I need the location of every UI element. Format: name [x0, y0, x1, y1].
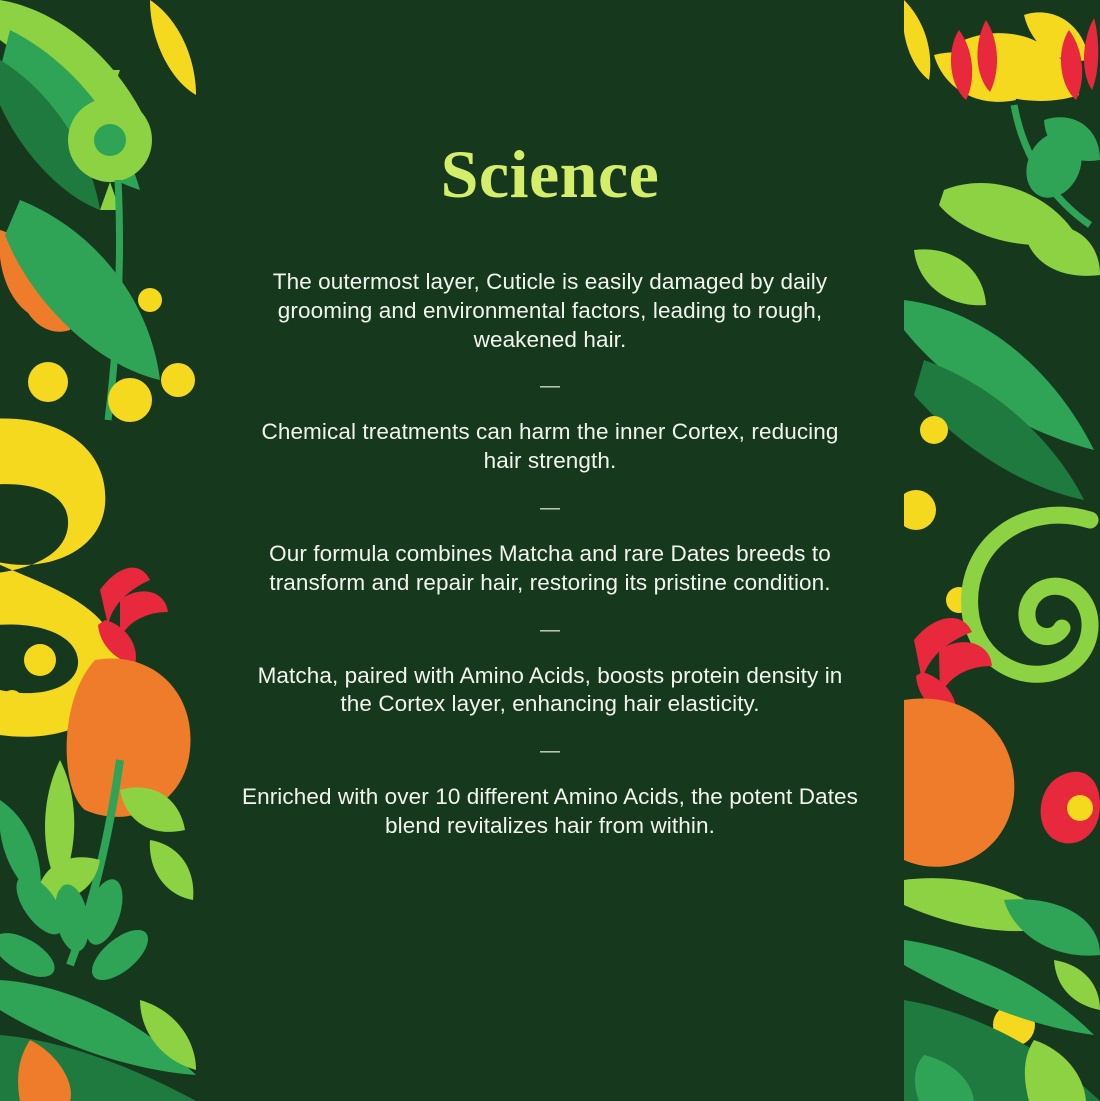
- paragraph-amino-acids: Enriched with over 10 different Amino Acids, the potent Dates blend revitalizes hair from within.: [241, 784, 859, 838]
- paragraph-matcha: Matcha, paired with Amino Acids, boosts protein density in the Cortex layer, enhancing hair elasticity.: [257, 662, 843, 717]
- paragraph-cortex: Chemical treatments can harm the inner Cortex, reducing hair strength.: [261, 419, 839, 474]
- floral-pattern-left: [0, 0, 196, 1101]
- divider-2: —: [540, 496, 560, 519]
- paragraph-list: [230, 268, 870, 841]
- paragraph-formula: Our formula combines Matcha and rare Dates breeds to transform and repair hair, restoring its pristine condition.: [269, 540, 831, 595]
- page-title: Science: [440, 136, 660, 212]
- content-column: [196, 0, 904, 1101]
- divider-3: —: [540, 618, 560, 641]
- divider-4: —: [540, 740, 560, 763]
- divider-1: —: [540, 375, 560, 398]
- floral-pattern-right: [904, 0, 1100, 1101]
- paragraph-cuticle: The outermost layer, Cuticle is easily damaged by daily grooming and environmental factors, leading to rough, weakened hair.: [272, 269, 828, 352]
